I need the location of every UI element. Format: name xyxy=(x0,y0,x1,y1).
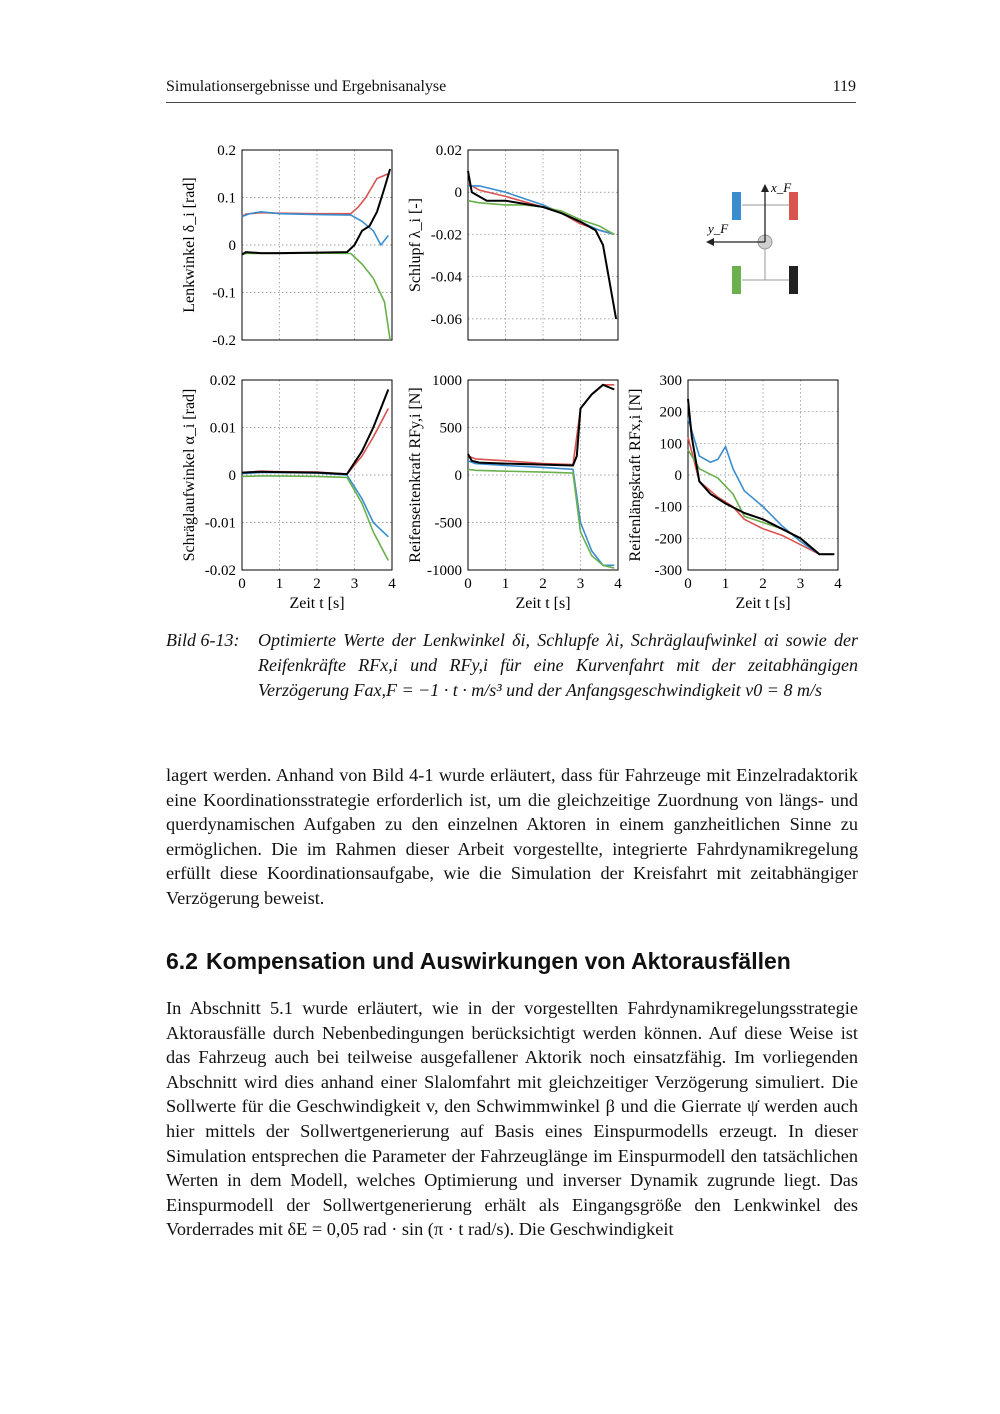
y-tick-label: 100 xyxy=(659,436,682,453)
x-tick-label: 4 xyxy=(388,576,396,592)
x-tick-label: 0 xyxy=(684,576,692,592)
y-tick-label: -0.01 xyxy=(204,515,236,532)
section-number: 6.2 xyxy=(166,948,198,974)
y-tick-label: -100 xyxy=(654,499,682,516)
x-tick-label: 0 xyxy=(238,576,246,592)
series-line-red xyxy=(242,174,388,217)
y-axis-arrowhead xyxy=(706,238,714,246)
y-tick-label: -500 xyxy=(434,515,462,532)
chart-reifenlaengskraft xyxy=(627,373,842,612)
wheel-rear-left xyxy=(732,266,741,294)
y-tick-label: 0 xyxy=(228,238,236,254)
y-tick-label: -0.2 xyxy=(212,333,236,349)
caption-text: Optimierte Werte der Lenkwinkel δi, Schlupfe λi, Schräglaufwinkel αi sowie der Reifenkräfte RFx,i und RFy,i für eine Kurvenfahrt mit der zeitabhängigen Verzögerung Fax,F = −1 · t · m/s³ und der Anfangsgeschwindigkeit v0 = 8 m/s xyxy=(258,630,858,700)
y-tick-label: -0.1 xyxy=(212,285,236,302)
y-tick-label: 0.01 xyxy=(209,420,236,437)
y-tick-label: 0 xyxy=(228,468,236,484)
series-line-blue xyxy=(468,461,614,566)
page-number: 119 xyxy=(832,78,856,95)
y-axis-label: Schräglaufwinkel α_i [rad] xyxy=(181,388,198,562)
figure-6-13 xyxy=(0,120,1000,620)
y-tick-label: -0.02 xyxy=(204,563,236,579)
y-axis-label: y_F xyxy=(708,221,729,236)
series-line-red xyxy=(468,385,614,465)
figure-caption xyxy=(166,628,858,703)
chart-lenkwinkel xyxy=(181,143,392,349)
x-tick-label: 2 xyxy=(759,576,767,592)
wheel-rear-right xyxy=(789,266,798,294)
chart-reifenseitenkraft xyxy=(407,373,622,612)
x-tick-label: 2 xyxy=(313,576,321,592)
y-tick-label: 0 xyxy=(454,185,462,202)
y-tick-label: 500 xyxy=(439,420,462,437)
y-tick-label: -0.04 xyxy=(430,269,462,286)
y-tick-label: -200 xyxy=(654,531,682,548)
y-tick-label: -300 xyxy=(654,563,682,579)
vehicle-diagram xyxy=(706,180,798,294)
series-line-black xyxy=(242,390,388,475)
y-axis-label: Lenkwinkel δ_i [rad] xyxy=(181,177,198,313)
series-line-blue xyxy=(688,418,834,554)
y-tick-label: -1000 xyxy=(427,563,462,579)
x-tick-label: 4 xyxy=(834,576,842,592)
section-title: Kompensation und Auswirkungen von Aktorausfällen xyxy=(205,948,791,974)
body-paragraph-1: lagert werden. Anhand von Bild 4-1 wurde erläutert, dass für Fahrzeuge mit Einzelradaktorik eine Koordinationsstrategie erforderlich ist, um die gleichzeitige Zuordnung von längs- und querdynamischen Aufgaben zu den einzelnen Aktoren in einem ganzheitlichen Sinne zu ermöglichen. Die im Rahmen dieser Arbeit vorgestellte, integrierte Fahrdynamikregelung erfüllt diese Koordinationsaufgabe, wie die Simulation der Kreisfahrt mit zeitabhängiger Verzögerung beweist. xyxy=(166,765,858,908)
wheel-front-right xyxy=(789,192,798,220)
section-heading xyxy=(166,948,791,975)
x-tick-label: 4 xyxy=(614,576,622,592)
y-tick-label: 300 xyxy=(659,373,682,389)
x-tick-label: 3 xyxy=(796,576,805,592)
y-tick-label: 0.2 xyxy=(217,143,236,159)
y-tick-label: -0.06 xyxy=(430,311,462,328)
y-tick-label: -0.02 xyxy=(430,227,462,244)
y-tick-label: 0.1 xyxy=(217,190,236,207)
caption-label: Bild 6-13: xyxy=(166,630,240,650)
series-line-green xyxy=(242,253,390,340)
x-tick-label: 1 xyxy=(275,576,284,592)
series-line-black xyxy=(468,385,614,466)
x-axis-label: Zeit t [s] xyxy=(515,595,571,612)
series-line-blue xyxy=(242,473,388,537)
body-paragraph-2: In Abschnitt 5.1 wurde erläutert, wie in der vorgestellten Fahrdynamikregelungsstrategie Aktorausfälle durch Nebenbedingungen berücksichtigt werden können. Auf diese Weise ist das Fahrzeug auch bei teilweise ausgefallener Aktorik noch einsatzfähig. Im vorliegenden Abschnitt wird dies anhand einer Slalomfahrt mit gleichzeitiger Verzögerung simuliert. Die Sollwerte für die Geschwindigkeit v, den Schwimmwinkel β und die Gierrate ψ̇ werden auch hier mittels der Sollwertgenerierung auf Basis eines Einspurmodells erzeugt. In dieser Simulation entsprechen die Parameter der Fahrzeuglänge im Einspurmodell den tatsächlichen Werten in dem Modell, welches Optimierung und inverser Dynamik zugrunde liegt. Das Einspurmodell der Sollwertgenerierung erhält als Eingangsgröße den Lenkwinkel des Vorderrades mit δE = 0,05 rad · sin (π · t rad/s). Die Geschwindigkeit xyxy=(166,998,858,1240)
x-axis-label: Zeit t [s] xyxy=(735,595,791,612)
x-axis-label: x_F xyxy=(771,180,792,195)
series-line-green xyxy=(242,476,388,561)
x-tick-label: 3 xyxy=(576,576,585,592)
series-line-red xyxy=(688,437,834,554)
x-axis-arrowhead xyxy=(761,184,769,192)
y-tick-label: 0.02 xyxy=(209,373,236,389)
y-axis-label: Reifenseitenkraft RFy,i [N] xyxy=(407,387,424,563)
x-tick-label: 0 xyxy=(464,576,472,592)
y-tick-label: 0 xyxy=(674,468,682,484)
wheel-front-left xyxy=(732,192,741,220)
chart-schraeglaufwinkel xyxy=(181,373,396,612)
y-axis-label: Reifenlängskraft RFx,i [N] xyxy=(627,388,644,562)
page-header xyxy=(166,78,856,103)
x-tick-label: 2 xyxy=(539,576,547,592)
x-tick-label: 1 xyxy=(721,576,730,592)
series-line-green xyxy=(468,469,614,568)
chart-schlupf xyxy=(407,143,618,340)
x-tick-label: 3 xyxy=(350,576,359,592)
series-line-black xyxy=(688,399,834,554)
x-tick-label: 1 xyxy=(501,576,510,592)
y-axis-label: Schlupf λ_i [-] xyxy=(407,198,424,292)
running-title: Simulationsergebnisse und Ergebnisanalyse xyxy=(166,78,447,95)
y-tick-label: 200 xyxy=(659,404,682,421)
x-axis-label: Zeit t [s] xyxy=(289,595,345,612)
y-tick-label: 0 xyxy=(454,468,462,484)
y-tick-label: 1000 xyxy=(432,373,462,389)
y-tick-label: 0.02 xyxy=(435,143,462,159)
